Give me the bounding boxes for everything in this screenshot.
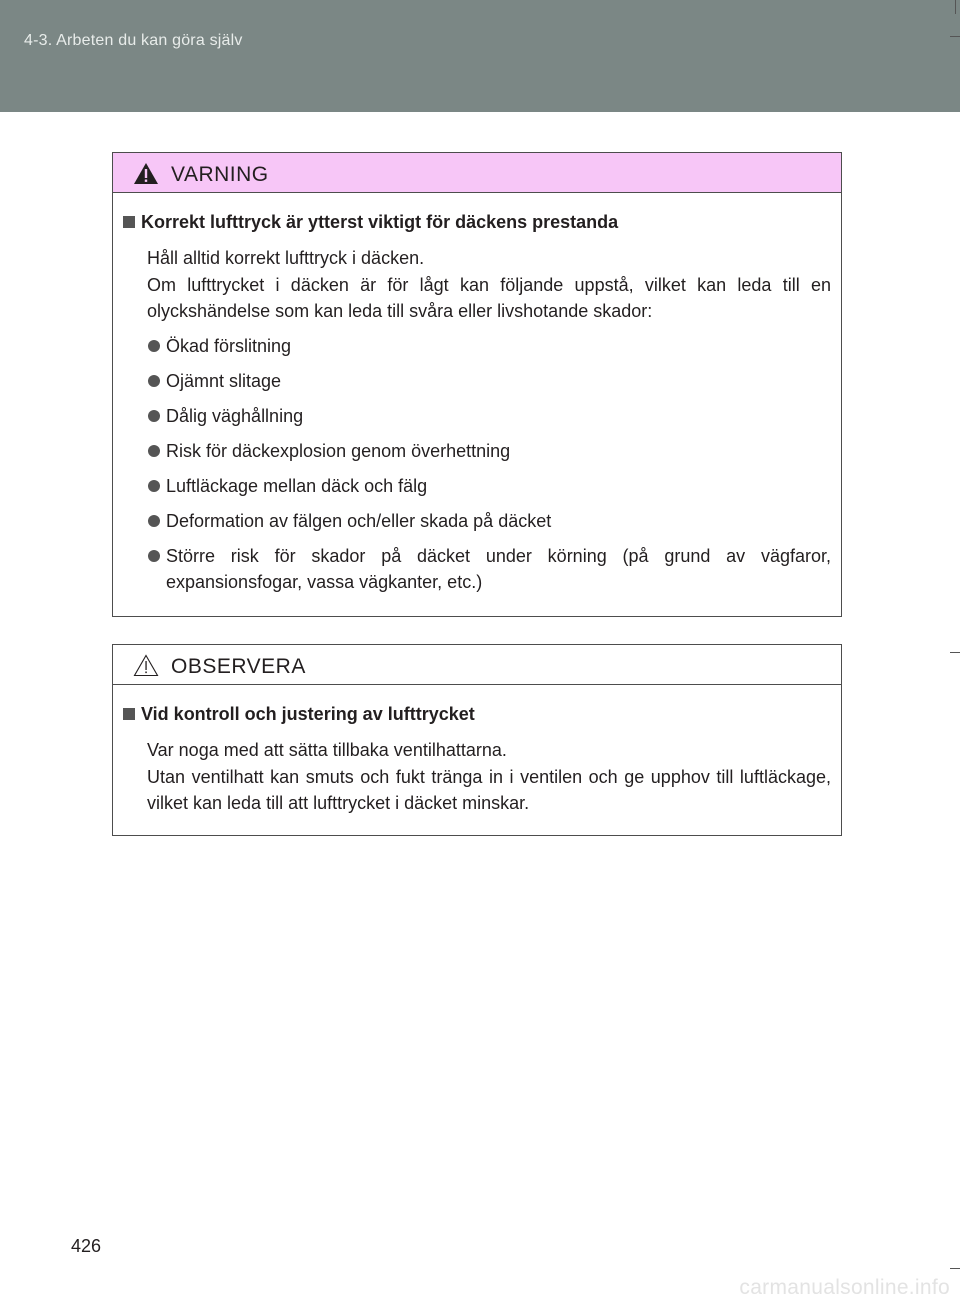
bullet-icon [148,375,160,387]
list-item: Risk för däckexplosion genom överhettning [147,438,831,465]
notice-header [113,645,841,685]
bullet-icon [148,515,160,527]
square-bullet-icon [123,216,135,228]
crop-mark [950,1268,960,1269]
crop-mark [950,36,960,37]
notice-text [147,737,831,817]
warning-title: VARNING [171,163,269,186]
warning-subheading: Korrekt lufttryck är ytterst viktigt för däckens prestanda [123,211,831,233]
list-item: Dålig väghållning [147,403,831,430]
warning-outline-icon [133,654,159,682]
page-number: 426 [71,1236,102,1256]
bullet-icon [148,410,160,422]
bullet-icon [148,445,160,457]
bullet-icon [148,340,160,352]
warning-text [147,245,831,325]
list-item: Ojämnt slitage [147,368,831,395]
bullet-icon [148,480,160,492]
warning-box [112,152,842,617]
section-title: 4-3. Arbeten du kan göra själv [24,32,243,49]
bullet-icon [148,550,160,562]
warning-list [147,333,831,596]
notice-body: Utan ventilhatt kan smuts och fukt tränga in i ventilen och ge upphov till luftläckage, vilket kan leda till att lufttrycket i däcket minskar. [147,766,831,813]
notice-subheading: Vid kontroll och justering av lufttrycket [123,703,831,725]
notice-title: OBSERVERA [171,655,306,678]
crop-mark [955,0,956,14]
list-item: Deformation av fälgen och/eller skada på däcket [147,508,831,535]
warning-header [113,153,841,193]
warning-intro: Håll alltid korrekt lufttryck i däcken. [147,248,425,268]
watermark: carmanualsonline.info [739,1276,950,1299]
warning-body: Om lufttrycket i däcken är för lågt kan följande uppstå, vilket kan leda till en olyckshändelse som kan leda till svåra eller livshotande skador: [147,274,831,321]
square-bullet-icon [123,708,135,720]
list-item: Luftläckage mellan däck och fälg [147,473,831,500]
list-item: Ökad förslitning [147,333,831,360]
warning-filled-icon [133,162,159,190]
page-header [0,0,960,112]
notice-intro: Var noga med att sätta tillbaka ventilhattarna. [147,740,507,760]
notice-box [112,644,842,836]
list-item: Större risk för skador på däcket under körning (på grund av vägfaror, expansionsfogar, vassa vägkanter, etc.) [147,543,831,596]
crop-mark [950,652,960,653]
